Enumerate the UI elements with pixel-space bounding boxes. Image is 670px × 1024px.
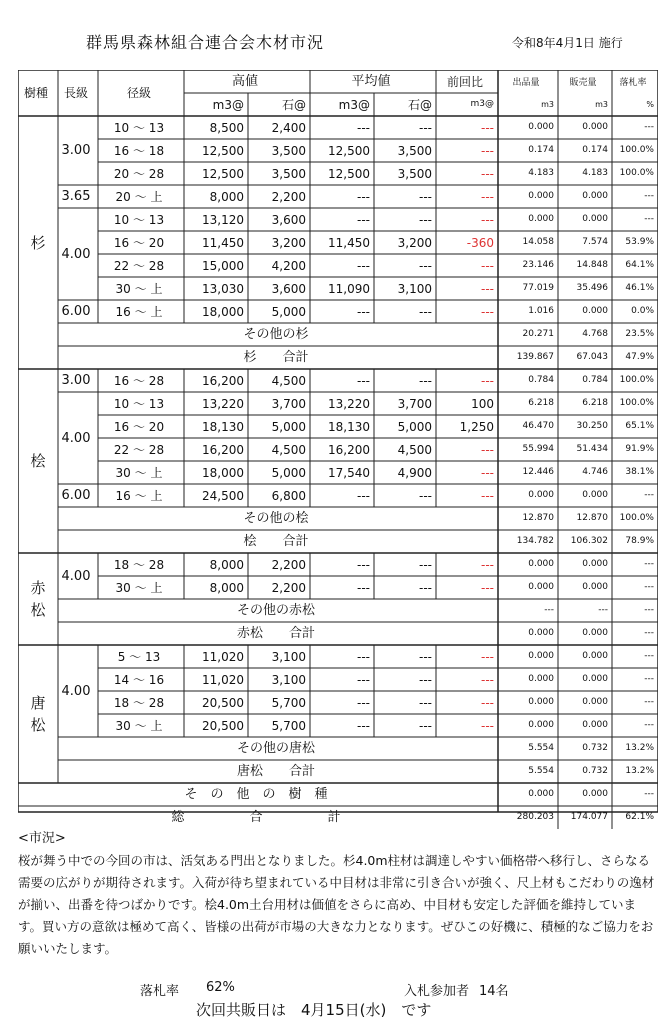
total-shipped: 5.554 (528, 766, 554, 776)
high-m3: 24,500 (202, 488, 244, 503)
high-koku: 2,200 (271, 557, 306, 572)
row-rate: 38.1% (625, 467, 654, 477)
high-koku: 2,200 (271, 580, 306, 595)
header-unit-m3: m3@ (470, 99, 494, 109)
avg-koku: --- (419, 649, 432, 664)
row-rate: 100.0% (619, 145, 654, 155)
prev-diff: --- (481, 143, 494, 158)
high-m3: 8,000 (209, 557, 244, 572)
avg-m3: --- (357, 580, 370, 595)
footer-rate-value: 62% (206, 980, 235, 995)
prev-diff: --- (481, 488, 494, 503)
diameter-range: 30 ～ 上 (115, 718, 163, 733)
next-sale-date: 次回共販日は 4月15日(水) です (196, 1001, 432, 1019)
prev-diff: --- (481, 212, 494, 227)
species-total-label: 杉 合計 (243, 350, 309, 365)
high-m3: 20,500 (202, 695, 244, 710)
high-m3: 13,030 (202, 281, 244, 296)
diameter-range: 20 ～ 28 (113, 166, 165, 181)
row-rate: 100.0% (619, 398, 654, 408)
row-rate: 46.1% (625, 283, 654, 293)
high-koku: 2,200 (271, 189, 306, 204)
diameter-range: 10 ～ 13 (113, 396, 165, 411)
other-species-shipped: 0.000 (528, 789, 554, 799)
avg-koku: --- (419, 189, 432, 204)
prev-diff: --- (481, 672, 494, 687)
market-heading: <市況> (18, 831, 66, 846)
avg-koku: --- (419, 488, 432, 503)
length-class: 4.00 (61, 568, 91, 584)
diameter-range: 10 ～ 13 (113, 212, 165, 227)
other-rate: --- (644, 605, 654, 615)
other-sold: 0.732 (582, 743, 608, 753)
row-sold: 4.183 (582, 168, 608, 178)
avg-koku: 4,500 (397, 442, 432, 457)
avg-m3: --- (357, 557, 370, 572)
header-unit-koku: 石@ (407, 97, 432, 112)
avg-koku: 4,900 (397, 465, 432, 480)
row-rate: 0.0% (631, 306, 654, 316)
total-sold: 0.732 (582, 766, 608, 776)
total-sold: 0.000 (582, 628, 608, 638)
other-species-label: その他の桧 (243, 511, 309, 526)
high-koku: 3,100 (271, 649, 306, 664)
row-shipped: 0.784 (528, 375, 554, 385)
row-shipped: 12.446 (522, 467, 554, 477)
length-class: 3.00 (61, 373, 91, 388)
prev-diff: --- (481, 304, 494, 319)
length-class: 6.00 (61, 488, 91, 503)
diameter-range: 16 ～ 上 (115, 304, 163, 319)
diameter-range: 30 ～ 上 (115, 281, 163, 296)
other-shipped: --- (544, 605, 554, 615)
prev-diff: --- (481, 695, 494, 710)
diameter-range: 22 ～ 28 (113, 442, 165, 457)
row-sold: 0.174 (582, 145, 608, 155)
row-shipped: 4.183 (528, 168, 554, 178)
row-shipped: 0.000 (528, 490, 554, 500)
avg-m3: 18,130 (328, 419, 370, 434)
high-m3: 12,500 (202, 143, 244, 158)
avg-m3: --- (357, 258, 370, 273)
high-koku: 4,200 (271, 258, 306, 273)
total-sold: 106.302 (570, 536, 608, 546)
row-sold: 0.000 (582, 490, 608, 500)
diameter-range: 10 ～ 13 (113, 120, 165, 135)
high-m3: 13,220 (202, 396, 244, 411)
high-koku: 5,000 (271, 304, 306, 319)
high-m3: 11,020 (202, 649, 244, 664)
row-sold: 0.000 (582, 651, 608, 661)
prev-diff: 1,250 (459, 419, 494, 434)
diameter-range: 16 ～ 上 (115, 488, 163, 503)
total-rate: --- (644, 628, 654, 638)
diameter-range: 30 ～ 上 (115, 465, 163, 480)
high-koku: 3,700 (271, 396, 306, 411)
header-unit-m3: m3@ (338, 97, 370, 112)
avg-m3: 17,540 (328, 465, 370, 480)
other-species-label: その他の唐松 (236, 741, 315, 756)
avg-m3: --- (357, 718, 370, 733)
row-rate: --- (644, 191, 654, 201)
footer-bidders-value: 14名 (479, 984, 509, 999)
prev-diff: --- (481, 373, 494, 388)
row-rate: 53.9% (625, 237, 654, 247)
species-name: 杉 (30, 233, 46, 252)
row-rate: --- (644, 720, 654, 730)
row-sold: 6.218 (582, 398, 608, 408)
species-name: 唐 松 (30, 694, 46, 734)
row-shipped: 14.058 (522, 237, 554, 247)
high-m3: 20,500 (202, 718, 244, 733)
row-rate: 100.0% (619, 375, 654, 385)
row-sold: 0.000 (582, 559, 608, 569)
row-sold: 0.784 (582, 375, 608, 385)
diameter-range: 16 ～ 18 (113, 143, 165, 158)
high-m3: 8,500 (209, 120, 244, 135)
row-sold: 0.000 (582, 582, 608, 592)
avg-koku: --- (419, 580, 432, 595)
avg-m3: --- (357, 672, 370, 687)
high-koku: 3,500 (271, 166, 306, 181)
avg-koku: --- (419, 120, 432, 135)
other-species-label: その他の杉 (243, 327, 309, 342)
avg-koku: --- (419, 304, 432, 319)
diameter-range: 20 ～ 上 (115, 189, 163, 204)
avg-koku: --- (419, 695, 432, 710)
total-rate: 47.9% (625, 352, 654, 362)
diameter-range: 14 ～ 16 (113, 672, 165, 687)
high-koku: 5,700 (271, 718, 306, 733)
avg-m3: --- (357, 304, 370, 319)
diameter-range: 16 ～ 20 (113, 235, 165, 250)
row-shipped: 0.000 (528, 697, 554, 707)
species-total-label: 唐松 合計 (236, 764, 315, 779)
row-shipped: 0.000 (528, 122, 554, 132)
prev-diff: --- (481, 718, 494, 733)
row-sold: 0.000 (582, 122, 608, 132)
row-rate: --- (644, 559, 654, 569)
high-koku: 3,100 (271, 672, 306, 687)
high-koku: 5,000 (271, 465, 306, 480)
length-class: 4.00 (61, 246, 91, 262)
species-name: 赤 松 (30, 579, 46, 619)
row-shipped: 0.174 (528, 145, 554, 155)
row-rate: --- (644, 651, 654, 661)
avg-m3: 12,500 (328, 166, 370, 181)
row-shipped: 55.994 (522, 444, 554, 454)
row-sold: 35.496 (576, 283, 608, 293)
row-shipped: 23.146 (522, 260, 554, 270)
diameter-range: 18 ～ 28 (113, 695, 165, 710)
total-sold: 67.043 (576, 352, 608, 362)
prev-diff: 100 (471, 396, 494, 411)
high-m3: 8,000 (209, 580, 244, 595)
other-species-sold: 0.000 (582, 789, 608, 799)
high-m3: 18,130 (202, 419, 244, 434)
prev-diff: --- (481, 649, 494, 664)
row-sold: 0.000 (582, 674, 608, 684)
prev-diff: --- (481, 166, 494, 181)
diameter-range: 5 ～ 13 (117, 649, 161, 664)
avg-m3: --- (357, 120, 370, 135)
avg-koku: 3,200 (397, 235, 432, 250)
avg-m3: --- (357, 373, 370, 388)
species-name: 桧 (30, 452, 46, 470)
avg-koku: 5,000 (397, 419, 432, 434)
row-sold: 0.000 (582, 306, 608, 316)
length-class: 6.00 (61, 304, 91, 319)
header-unit-m3: m3@ (212, 97, 244, 112)
high-m3: 18,000 (202, 304, 244, 319)
row-shipped: 6.218 (528, 398, 554, 408)
avg-m3: --- (357, 212, 370, 227)
prev-diff: --- (481, 557, 494, 572)
high-koku: 3,500 (271, 143, 306, 158)
row-sold: 7.574 (582, 237, 608, 247)
high-m3: 15,000 (202, 258, 244, 273)
grand-total-shipped: 280.203 (516, 812, 554, 822)
issue-date: 令和8年4月1日 施行 (512, 36, 623, 50)
row-sold: 14.848 (576, 260, 608, 270)
total-shipped: 0.000 (528, 628, 554, 638)
other-species-rate: --- (644, 789, 654, 799)
row-shipped: 0.000 (528, 651, 554, 661)
high-koku: 4,500 (271, 442, 306, 457)
other-species-row: そ の 他 の 樹 種 (184, 787, 328, 802)
row-rate: --- (644, 214, 654, 224)
avg-m3: --- (357, 488, 370, 503)
high-m3: 11,020 (202, 672, 244, 687)
high-m3: 16,200 (202, 373, 244, 388)
grand-total-sold: 174.077 (570, 812, 608, 822)
avg-m3: --- (357, 189, 370, 204)
row-shipped: 0.000 (528, 674, 554, 684)
diameter-range: 16 ～ 28 (113, 373, 165, 388)
row-shipped: 77.019 (522, 283, 554, 293)
row-sold: 0.000 (582, 697, 608, 707)
row-shipped: 0.000 (528, 559, 554, 569)
other-sold: 4.768 (582, 329, 608, 339)
row-shipped: 46.470 (522, 421, 554, 431)
high-koku: 3,600 (271, 281, 306, 296)
length-class: 4.00 (61, 683, 91, 699)
header-high: 高値 (231, 74, 258, 89)
header-unit-koku: 石@ (281, 97, 306, 112)
high-koku: 4,500 (271, 373, 306, 388)
market-comment: 桜が舞う中での今回の市は、活気ある門出となりました。杉4.0m柱材は調達しやすい価格帯へ移行し、さらなる需要の広がりが期待されます。入荷が待ち望まれている中目材は非常に引き合いが強く、尺上材もこだわりの逸材が揃い、出番を待つばかりです。桧4.0m土台用材は価値をさらに高め、中目材も安定した評価を維持しています。買い方の意欲は極めて高く、皆様の出荷が市場の大きな力となります。ぜひこの好機に、積極的なご協力をお願いいたします。 (18, 853, 655, 956)
avg-m3: --- (357, 695, 370, 710)
row-rate: --- (644, 122, 654, 132)
species-total-label: 桧 合計 (243, 534, 309, 549)
length-class: 4.00 (61, 430, 91, 446)
prev-diff: --- (481, 258, 494, 273)
row-shipped: 0.000 (528, 191, 554, 201)
avg-m3: --- (357, 649, 370, 664)
header-unit-m3: m3 (595, 99, 608, 109)
row-rate: 65.1% (625, 421, 654, 431)
avg-koku: --- (419, 373, 432, 388)
avg-m3: 13,220 (328, 396, 370, 411)
high-m3: 11,450 (202, 235, 244, 250)
header-rate: 落札率 (619, 78, 647, 88)
row-sold: 51.434 (576, 444, 608, 454)
avg-koku: 3,500 (397, 166, 432, 181)
high-koku: 3,600 (271, 212, 306, 227)
prev-diff: --- (481, 465, 494, 480)
row-rate: 91.9% (625, 444, 654, 454)
other-shipped: 20.271 (522, 329, 554, 339)
high-koku: 5,700 (271, 695, 306, 710)
high-m3: 16,200 (202, 442, 244, 457)
row-rate: --- (644, 674, 654, 684)
diameter-range: 30 ～ 上 (115, 580, 163, 595)
row-shipped: 0.000 (528, 214, 554, 224)
page-title: 群馬県森林組合連合会木材市況 (86, 33, 325, 52)
row-rate: --- (644, 697, 654, 707)
avg-m3: 12,500 (328, 143, 370, 158)
other-sold: --- (598, 605, 608, 615)
total-shipped: 139.867 (516, 352, 554, 362)
avg-koku: 3,700 (397, 396, 432, 411)
length-class: 3.00 (61, 143, 91, 158)
species-total-label: 赤松 合計 (236, 626, 315, 641)
header-unit-m3: m3 (541, 99, 554, 109)
row-sold: 0.000 (582, 214, 608, 224)
total-rate: 13.2% (625, 766, 654, 776)
high-m3: 18,000 (202, 465, 244, 480)
header-sold: 販売量 (569, 78, 597, 88)
row-shipped: 0.000 (528, 720, 554, 730)
high-koku: 2,400 (271, 120, 306, 135)
avg-koku: --- (419, 258, 432, 273)
other-shipped: 5.554 (528, 743, 554, 753)
total-rate: 78.9% (625, 536, 654, 546)
header-avg: 平均値 (351, 74, 391, 89)
row-shipped: 0.000 (528, 582, 554, 592)
header-unit-pct: % (646, 99, 654, 109)
header-diameter: 径級 (126, 86, 151, 100)
row-rate: 64.1% (625, 260, 654, 270)
header-species: 樹種 (23, 86, 48, 100)
other-shipped: 12.870 (522, 513, 554, 523)
high-m3: 8,000 (209, 189, 244, 204)
row-sold: 0.000 (582, 191, 608, 201)
prev-diff: --- (481, 120, 494, 135)
grand-total-label: 総 合 計 (171, 810, 341, 825)
prev-diff: --- (481, 281, 494, 296)
diameter-range: 22 ～ 28 (113, 258, 165, 273)
high-koku: 6,800 (271, 488, 306, 503)
prev-diff: --- (481, 580, 494, 595)
high-m3: 13,120 (202, 212, 244, 227)
high-m3: 12,500 (202, 166, 244, 181)
other-rate: 13.2% (625, 743, 654, 753)
prev-diff: --- (481, 442, 494, 457)
row-shipped: 1.016 (528, 306, 554, 316)
price-table (18, 70, 658, 825)
other-sold: 12.870 (576, 513, 608, 523)
avg-koku: --- (419, 212, 432, 227)
diameter-range: 18 ～ 28 (113, 557, 165, 572)
high-koku: 3,200 (271, 235, 306, 250)
avg-koku: 3,100 (397, 281, 432, 296)
other-species-label: その他の赤松 (236, 603, 315, 618)
footer-bidders-label: 入札参加者 (404, 984, 470, 999)
header-length: 長級 (63, 86, 88, 100)
avg-koku: --- (419, 672, 432, 687)
row-sold: 0.000 (582, 720, 608, 730)
avg-m3: 11,450 (328, 235, 370, 250)
row-sold: 30.250 (576, 421, 608, 431)
grand-total-rate: 62.1% (625, 812, 654, 822)
other-rate: 23.5% (625, 329, 654, 339)
total-shipped: 134.782 (516, 536, 554, 546)
avg-koku: --- (419, 557, 432, 572)
avg-m3: 11,090 (328, 281, 370, 296)
prev-diff: --- (481, 189, 494, 204)
length-class: 3.65 (61, 189, 91, 204)
prev-diff: -360 (466, 235, 494, 250)
header-shipped: 出品量 (512, 78, 540, 88)
avg-m3: 16,200 (328, 442, 370, 457)
header-prev: 前回比 (446, 74, 483, 89)
avg-koku: --- (419, 718, 432, 733)
row-rate: --- (644, 490, 654, 500)
footer-rate-label: 落札率 (140, 984, 180, 999)
other-rate: 100.0% (619, 513, 654, 523)
row-rate: --- (644, 582, 654, 592)
diameter-range: 16 ～ 20 (113, 419, 165, 434)
high-koku: 5,000 (271, 419, 306, 434)
row-rate: 100.0% (619, 168, 654, 178)
avg-koku: 3,500 (397, 143, 432, 158)
row-sold: 4.746 (582, 467, 608, 477)
